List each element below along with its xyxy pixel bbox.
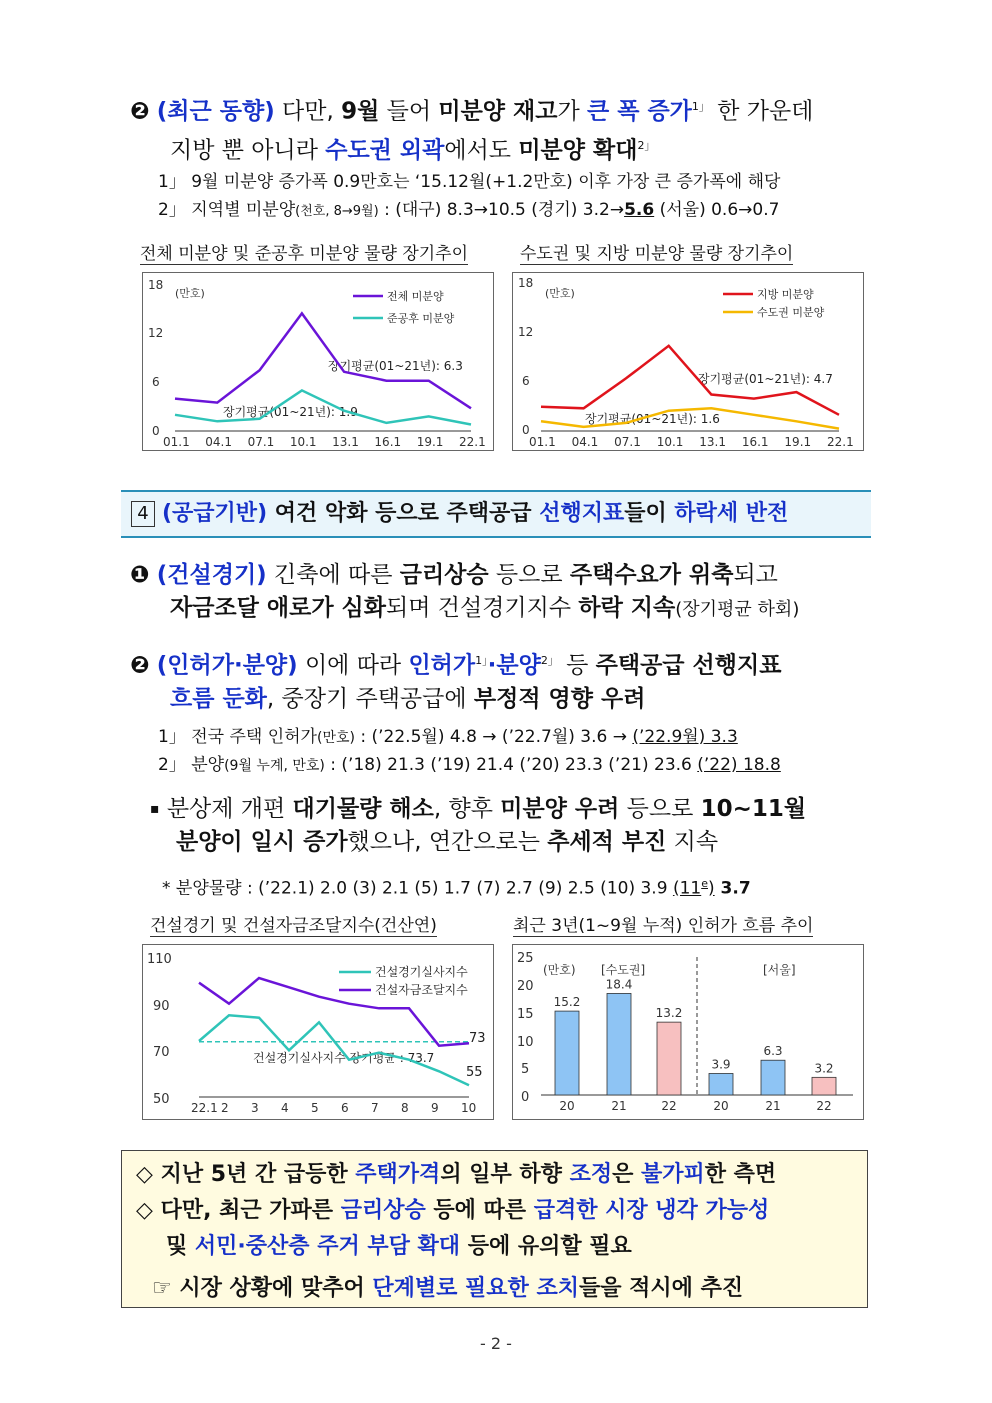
text: 주택수요가 위축 xyxy=(569,562,734,588)
summary-line1 xyxy=(136,1157,776,1193)
text: 분상제 개편 xyxy=(166,796,293,822)
text: 큰 폭 증가 xyxy=(587,98,692,125)
text: 이에 따라 xyxy=(297,652,409,679)
bar xyxy=(555,1011,579,1095)
text: 등으로 xyxy=(619,796,701,822)
footnote-ref: 2」 xyxy=(540,654,559,667)
chart3-avg-label: 건설경기실사지수 장기평균 : 73.7 xyxy=(253,1051,435,1065)
chart4-ytick: 5 xyxy=(521,1062,530,1077)
x-tick-label: 8 xyxy=(401,1101,409,1115)
x-tick-label: 22.1 xyxy=(191,1101,218,1115)
text: e xyxy=(701,877,708,890)
bar-value-label: 15.2 xyxy=(553,995,581,1010)
marker-2: ❷ xyxy=(130,98,150,125)
text: 대기물량 해소 xyxy=(292,796,434,822)
text: 미분양 재고 xyxy=(438,98,558,125)
text: (장기평균 하회) xyxy=(675,599,800,620)
summary-line4 xyxy=(136,1271,776,1307)
summary-line3 xyxy=(136,1229,776,1265)
x-tick-label: 9 xyxy=(431,1101,439,1115)
x-tick-label: 01.1 xyxy=(529,435,556,449)
bullet-icon: ▪ xyxy=(150,801,160,817)
text: 수도권 외곽 xyxy=(325,137,445,164)
text: 단계별로 필요한 조치 xyxy=(372,1276,579,1301)
x-tick-label: 16.1 xyxy=(741,435,769,449)
chart2-legend-1: 지방 미분양 xyxy=(757,288,814,301)
text: : (’22.5월) 4.8 → (’22.7월) 3.6 → xyxy=(354,727,633,747)
text: (만호) xyxy=(316,730,355,746)
chart2-ytick: 12 xyxy=(518,325,534,339)
chart1-svg xyxy=(143,273,493,450)
chart1-legend-1: 전체 미분양 xyxy=(387,290,444,303)
section4-header xyxy=(121,490,871,538)
text: 불가피 xyxy=(641,1162,705,1187)
chart1-avg-label-2: 장기평균(01~21년): 1.9 xyxy=(223,405,358,419)
text: 들이 xyxy=(624,501,675,526)
x-tick-label: 07.1 xyxy=(614,435,641,449)
chart3-ytick: 110 xyxy=(147,952,172,967)
text: 가 xyxy=(557,98,588,125)
x-tick-label: 07.1 xyxy=(247,435,275,449)
chart1-unit: (만호) xyxy=(175,287,205,300)
x-tick-label: 21 xyxy=(765,1099,781,1113)
section4-header-text xyxy=(131,500,788,528)
text: : (대구) 8.3→10.5 (경기) 3.2→ xyxy=(378,200,625,220)
text: (인허가·분양) xyxy=(156,652,298,679)
recent-trend-line2 xyxy=(130,129,890,168)
presale-line2 xyxy=(150,826,890,859)
text: 미분양 우려 xyxy=(500,796,620,822)
text: 분양이 일시 증가 xyxy=(176,829,348,855)
summary-line2 xyxy=(136,1193,776,1229)
x-tick-label: 20 xyxy=(713,1099,729,1113)
text: 긴축에 따른 xyxy=(266,562,400,588)
chart4-ytick: 25 xyxy=(517,951,534,966)
text: 들어 xyxy=(379,98,439,125)
text: 하락 지속 xyxy=(578,595,676,621)
chart3-svg xyxy=(143,945,493,1119)
x-tick-label: 22 xyxy=(816,1099,832,1113)
text: 지방 뿐 아니라 xyxy=(170,137,326,164)
bar xyxy=(761,1060,785,1095)
text: (건설경기) xyxy=(156,562,267,588)
chart3-title: 건설경기 및 건설자금조달지수(건산연) xyxy=(150,911,437,937)
chart3-legend-2: 건설자금조달지수 xyxy=(375,983,468,997)
chart3-x-axis xyxy=(191,1097,476,1115)
x-tick-label: 7 xyxy=(371,1101,379,1115)
bar xyxy=(607,993,631,1095)
text: 3.7 xyxy=(714,878,751,899)
chart3-legend-1: 건설경기실사지수 xyxy=(375,965,468,979)
chart1-legend-2: 준공후 미분양 xyxy=(387,312,455,325)
footnote-ref: 2」 xyxy=(637,138,656,152)
chart3-box xyxy=(142,944,494,1120)
bar-value-label: 13.2 xyxy=(655,1006,683,1021)
text: 서민·중산층 주거 부담 확대 xyxy=(194,1234,461,1259)
text: : (’18) 21.3 (’19) 21.4 (’20) 23.3 (’21) 23.6 xyxy=(324,755,698,775)
bar-value-label: 6.3 xyxy=(763,1044,783,1059)
x-tick-label: 19.1 xyxy=(784,435,812,449)
chart2-title: 수도권 및 지방 미분양 물량 장기추이 xyxy=(520,239,793,265)
text: 2」 지역별 미분양 xyxy=(158,200,296,220)
text: 등으로 xyxy=(488,562,570,588)
chart4-title: 최근 3년(1~9월 누적) 인허가 흐름 추이 xyxy=(513,911,813,937)
text: 한 측면 xyxy=(704,1162,777,1187)
text: 하락세 반전 xyxy=(674,501,789,526)
x-tick-label: 04.1 xyxy=(571,435,599,449)
chart1-avg-label-1: 장기평균(01~21년): 6.3 xyxy=(328,359,463,373)
x-tick-label: 13.1 xyxy=(332,435,359,449)
text: 금리상승 xyxy=(340,1198,426,1223)
text: 부정적 영향 우려 xyxy=(473,685,646,712)
text: 5.6 xyxy=(624,200,655,220)
chart4-ytick: 10 xyxy=(517,1035,534,1050)
chart2-ytick: 0 xyxy=(522,423,530,437)
chart2-x-axis xyxy=(529,431,854,449)
permit-footnote-1 xyxy=(158,723,738,752)
text: 1」 전국 주택 인허가 xyxy=(158,727,317,747)
x-tick-label: 10 xyxy=(461,1101,477,1115)
chart1-ytick: 0 xyxy=(152,424,160,438)
summary-text xyxy=(136,1157,776,1307)
x-tick-label: 01.1 xyxy=(163,435,190,449)
presale-bullet xyxy=(150,793,890,859)
bar-value-label: 3.9 xyxy=(711,1057,731,1072)
construction-line2 xyxy=(130,592,890,626)
bar-value-label: 18.4 xyxy=(605,977,633,992)
text: (’22) 18.8 xyxy=(697,755,781,775)
text: 되며 건설경기지수 xyxy=(385,595,579,621)
text: 흐름 둔화 xyxy=(170,685,267,712)
chart2-ytick: 18 xyxy=(518,276,534,290)
chart3-ytick: 90 xyxy=(153,999,170,1014)
text: , 향후 xyxy=(433,796,501,822)
text: (9월 누계, 만호) xyxy=(224,758,325,774)
page-number: - 2 - xyxy=(480,1334,512,1353)
text: 다만, xyxy=(274,98,342,125)
text: 한 가운데 xyxy=(709,98,814,125)
permit-footnote-2 xyxy=(158,751,781,780)
permit-line1 xyxy=(130,644,890,683)
footnote-1: 1」 9월 미분양 증가폭 0.9만호는 ‘15.12월(+1.2만호) 이후 가장 큰 증가폭에 해당 xyxy=(158,172,781,192)
footnote-ref: 1」 xyxy=(691,100,710,113)
presale-volume-note xyxy=(162,870,751,903)
chart4-ytick: 20 xyxy=(517,979,534,994)
text: 조정 xyxy=(569,1162,613,1187)
text: 주택공급 선행지표 xyxy=(595,652,782,679)
x-tick-label: 13.1 xyxy=(699,435,727,449)
x-tick-label: 21 xyxy=(611,1099,627,1113)
text: ◇ 다만, 최근 가파른 xyxy=(136,1198,341,1223)
chart4-ytick: 0 xyxy=(521,1090,530,1105)
chart2-avg-label-2: 장기평균(01~21년): 1.6 xyxy=(585,412,720,426)
chart4-ytick: 15 xyxy=(517,1007,534,1022)
chart3-end-label-2: 73 xyxy=(469,1031,486,1046)
text: (천호, 8→9월) xyxy=(295,204,379,219)
chart4-unit: (만호) xyxy=(543,963,576,977)
x-tick-label: 22.1 xyxy=(459,435,486,449)
text: 했으나, 연간으로는 xyxy=(347,829,548,855)
construction-line1 xyxy=(130,559,890,592)
text: · xyxy=(487,652,497,679)
permit-paragraph xyxy=(130,644,890,716)
text: 2」 분양 xyxy=(158,755,225,775)
chart1-ytick: 18 xyxy=(148,278,164,292)
chart1-title: 전체 미분양 및 준공후 미분양 물량 장기추이 xyxy=(140,239,468,265)
chart2-legend-2: 수도권 미분양 xyxy=(757,306,825,319)
x-tick-label: 10.1 xyxy=(656,435,684,449)
footnote-ref: 1」 xyxy=(475,654,488,667)
x-tick-label: 22 xyxy=(661,1099,677,1113)
text: 에서도 xyxy=(444,137,519,164)
chart2-svg xyxy=(513,273,863,450)
text: 선행지표 xyxy=(539,501,625,526)
chart1-box xyxy=(142,272,494,451)
x-tick-label: 2 xyxy=(221,1101,229,1115)
text: 10~11월 xyxy=(700,796,807,822)
text: 은 xyxy=(612,1162,641,1187)
bar xyxy=(709,1073,733,1095)
text: , 중장기 주택공급에 xyxy=(266,685,474,712)
text: 금리상승 xyxy=(399,562,489,588)
chart1-x-axis xyxy=(163,431,486,449)
text: 되고 xyxy=(733,562,778,588)
construction-paragraph xyxy=(130,559,890,626)
chart4-box xyxy=(512,944,864,1120)
text: 분양 xyxy=(496,652,541,679)
chart2-box xyxy=(512,272,864,451)
text: (’22.9월) 3.3 xyxy=(632,727,738,747)
bar xyxy=(657,1022,681,1095)
summary-box xyxy=(121,1150,868,1308)
x-tick-label: 19.1 xyxy=(416,435,444,449)
text: 주택가격 xyxy=(355,1162,441,1187)
x-tick-label: 22.1 xyxy=(827,435,854,449)
chart1-ytick: 6 xyxy=(152,375,160,389)
chart1-ytick: 12 xyxy=(148,326,164,340)
text: ◇ 지난 5년 간 급등한 xyxy=(136,1162,356,1187)
x-tick-label: 4 xyxy=(281,1101,289,1115)
chart4-svg xyxy=(513,945,863,1119)
x-tick-label: 3 xyxy=(251,1101,259,1115)
chart2-unit: (만호) xyxy=(545,287,575,300)
footnote-2 xyxy=(158,196,779,226)
text: 여건 악화 등으로 주택공급 xyxy=(267,501,540,526)
text: 및 xyxy=(166,1234,195,1259)
text: (서울) 0.6→0.7 xyxy=(654,200,780,220)
text: 인허가 xyxy=(408,652,476,679)
presale-line1 xyxy=(150,793,890,826)
bar-value-label: 3.2 xyxy=(814,1061,834,1076)
recent-trend-heading: (최근 동향) xyxy=(156,98,275,125)
text: 등에 유의할 필요 xyxy=(460,1234,632,1259)
text: (공급기반) xyxy=(162,501,268,526)
chart3-end-label-1: 55 xyxy=(466,1065,483,1080)
x-tick-label: 6 xyxy=(341,1101,349,1115)
text: 등에 따른 xyxy=(425,1198,534,1223)
text: ) xyxy=(707,878,715,899)
text: 의 일부 하향 xyxy=(440,1162,570,1187)
text: 급격한 시장 냉각 가능성 xyxy=(533,1198,770,1223)
text: 지속 xyxy=(666,829,719,855)
chart3-ytick: 50 xyxy=(153,1092,170,1107)
chart2-avg-label-1: 장기평균(01~21년): 4.7 xyxy=(698,372,833,386)
x-tick-label: 04.1 xyxy=(205,435,233,449)
chart3-ytick: 70 xyxy=(153,1045,170,1060)
text: 미분양 확대 xyxy=(518,137,638,164)
x-tick-label: 16.1 xyxy=(374,435,402,449)
text: 9월 xyxy=(341,98,380,125)
text: * 분양물량 : (’22.1) 2.0 (3) 2.1 (5) 1.7 (7) 2.7 (9) 2.5 (10) 3.9 xyxy=(162,878,673,899)
bar xyxy=(812,1077,836,1095)
marker-1: ❶ xyxy=(130,562,150,588)
text: 등 xyxy=(558,652,596,679)
permit-line2 xyxy=(130,683,890,716)
chart4-group-label-2: [서울] xyxy=(763,963,796,977)
section-number-box: 4 xyxy=(131,501,155,527)
text: 들을 적시에 추진 xyxy=(578,1276,744,1301)
marker-2b: ❷ xyxy=(130,652,150,679)
chart4-group-label-1: [수도권] xyxy=(601,963,646,977)
recent-trend-paragraph xyxy=(130,90,890,167)
text: (11 xyxy=(672,878,702,899)
text: 추세적 부진 xyxy=(547,829,667,855)
x-tick-label: 20 xyxy=(559,1099,575,1113)
x-tick-label: 5 xyxy=(311,1101,319,1115)
text: 자금조달 애로가 심화 xyxy=(170,595,386,621)
recent-trend-line1 xyxy=(130,90,890,129)
chart2-ytick: 6 xyxy=(522,374,530,388)
x-tick-label: 10.1 xyxy=(289,435,317,449)
text: ☞ 시장 상황에 맞추어 xyxy=(152,1276,373,1301)
